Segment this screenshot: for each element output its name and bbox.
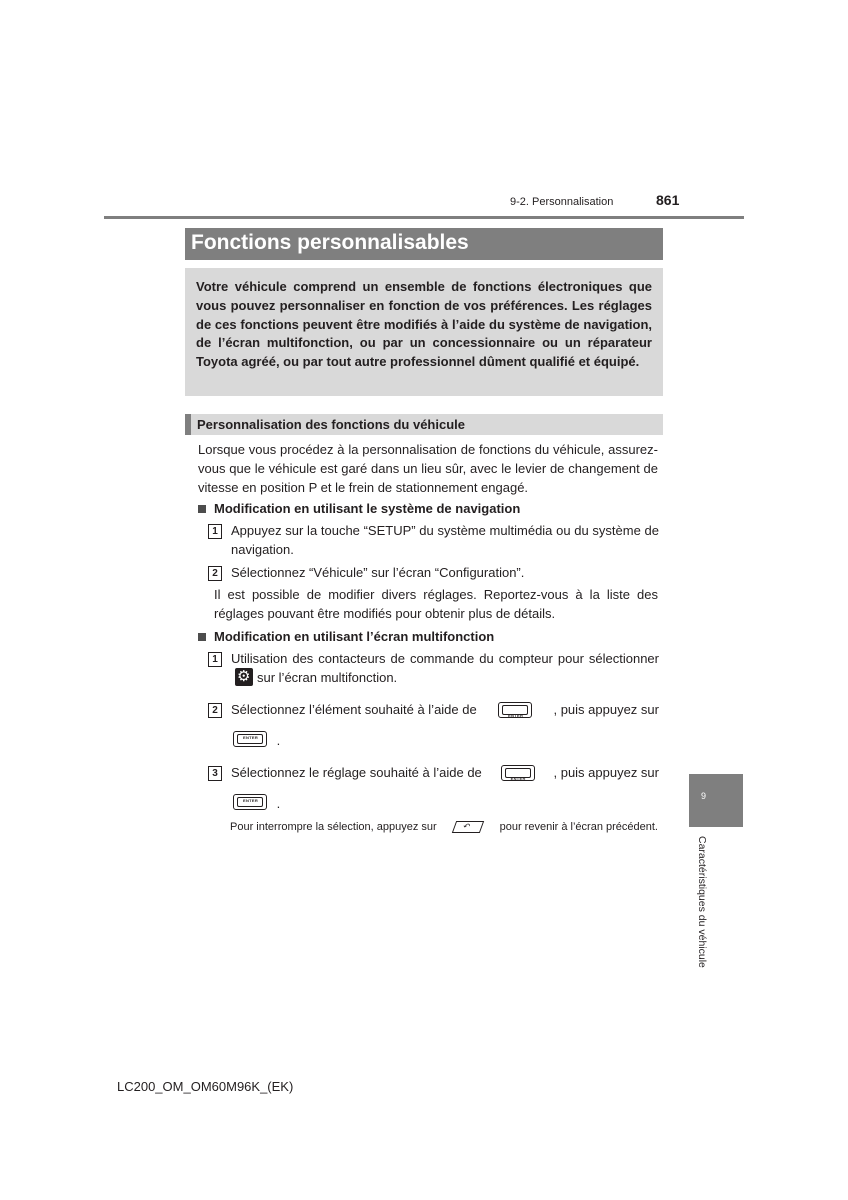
step-end: . [276,796,281,811]
mfd-method-heading [198,629,494,644]
step-number: 1 [208,652,222,667]
step-number: 2 [208,703,222,718]
step-number: 2 [208,566,222,581]
mfd-step-3 [208,763,659,782]
gear-icon [235,668,253,686]
square-bullet-icon [198,505,206,513]
step-number: 3 [208,766,222,781]
back-switch-icon [452,821,484,833]
square-bullet-icon [198,633,206,641]
chapter-tab [689,774,743,827]
step-text-a: Sélectionnez le réglage souhaité à l’aide de [231,765,482,780]
page-title: Fonctions personnalisables [191,231,469,254]
header-section-title: 9-2. Personnalisation [510,196,614,208]
chapter-label: Caractéristiques du véhicule [696,836,708,968]
header-rule [104,216,744,219]
mfd-method-heading-text: Modification en utilisant l’écran multifonction [214,629,495,644]
subsection-title: Personnalisation des fonctions du véhicule [197,417,465,432]
step-number: 1 [208,524,222,539]
subsection-accent [185,414,191,435]
step-text-b: sur l’écran multifonction. [257,670,398,685]
step-text [231,763,659,782]
enter-switch-icon: ENTER [498,702,532,718]
subsection-paragraph: Lorsque vous procédez à la personnalisation de fonctions du véhicule, assurez-vous que le véhicule est garé dans un lieu sûr, avec le levier de changement de vitesse en position P et le frein de stationnement engagé. [198,442,658,495]
step-text-a: Utilisation des contacteurs de commande du compteur pour sélectionner [231,651,659,666]
step-text: Appuyez sur la touche “SETUP” du système multimédia ou du système de navigation. [231,523,659,557]
enter-switch-icon: ENTER [501,765,535,781]
nav-step-1 [208,521,659,559]
enter-switch-icon: ENTER [233,794,267,810]
step-text: Sélectionnez “Véhicule” sur l’écran “Configuration”. [231,565,525,580]
step-end: . [276,733,281,748]
chapter-number: 9 [701,791,707,801]
step-text-a: Sélectionnez l’élément souhaité à l’aide de [231,702,477,717]
step-text [231,649,659,687]
mfd-step-2-continuation [233,731,280,748]
nav-method-heading [198,501,520,516]
note-text-a: Pour interrompre la sélection, appuyez sur [230,821,437,833]
intro-box [185,268,663,396]
mfd-step-3-continuation [233,794,280,811]
nav-note: Il est possible de modifier divers réglages. Reportez-vous à la liste des réglages pouvant être modifiés pour obtenir plus de détails. [214,587,658,621]
mfd-note [230,819,658,835]
step-text-b: , puis appuyez sur [553,765,659,780]
title-bar [185,228,663,260]
nav-step-2 [208,563,659,582]
step-text [231,700,659,719]
intro-text: Votre véhicule comprend un ensemble de fonctions électroniques que vous pouvez personnaliser en fonction de vos préférences. Les réglages de ces fonctions peuvent être modifiés à l’aide du système de navigation, de l’écran multifonction, ou par un concessionnaire ou un réparateur Toyota agréé, ou par tout autre professionnel dûment qualifié et équipé. [196,279,652,370]
footer-doc-code: LC200_OM_OM60M96K_(EK) [117,1079,294,1094]
step-text-b: , puis appuyez sur [553,702,659,717]
subsection-bar [185,414,663,435]
enter-switch-icon: ENTER [233,731,267,747]
page-number: 861 [656,192,680,208]
nav-method-heading-text: Modification en utilisant le système de navigation [214,501,521,516]
mfd-step-2 [208,700,659,719]
mfd-step-1 [208,649,659,687]
note-text-b: pour revenir à l’écran précédent. [499,821,658,833]
